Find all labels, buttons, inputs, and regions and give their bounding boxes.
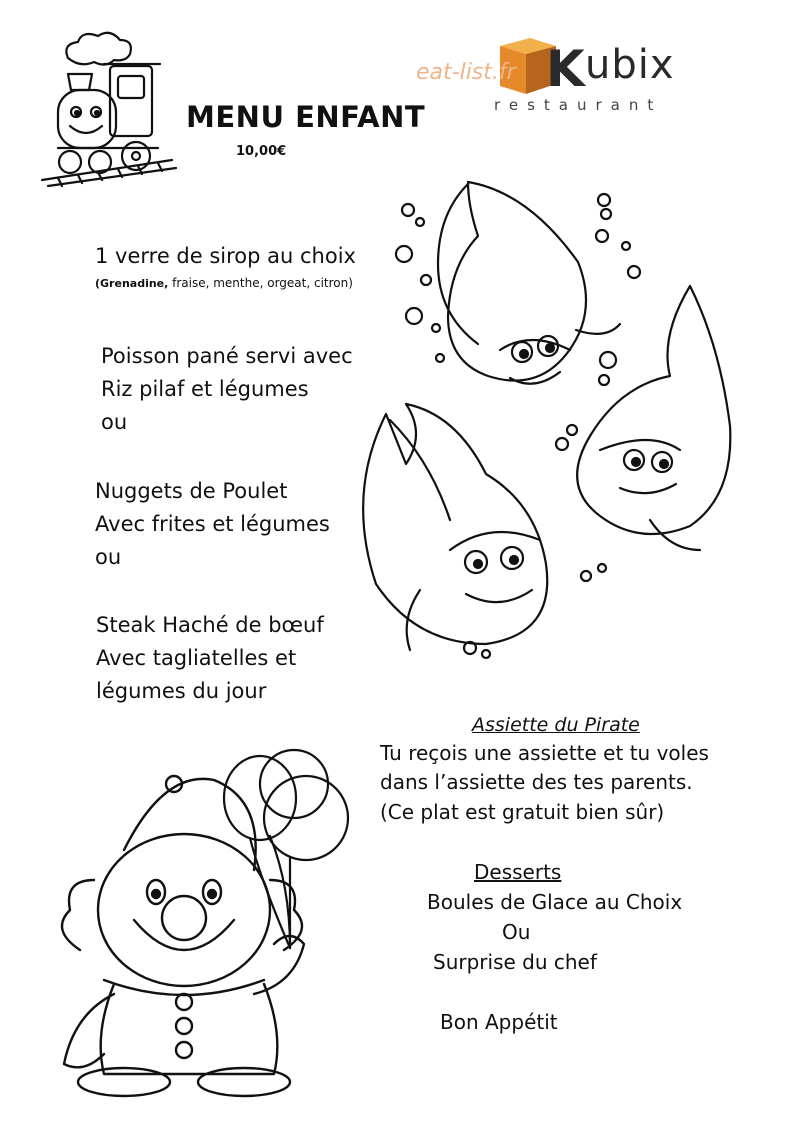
train-icon bbox=[38, 28, 178, 188]
dessert-or: Ou bbox=[502, 920, 531, 944]
drink-options-first: (Grenadine, bbox=[95, 277, 169, 290]
menu-title: MENU ENFANT bbox=[186, 100, 426, 134]
dish1-line2: Riz pilaf et légumes bbox=[101, 377, 309, 401]
pirate-line1: Tu reçois une assiette et tu voles bbox=[380, 741, 709, 765]
logo-initial: K bbox=[546, 40, 585, 98]
dish2-or: ou bbox=[95, 545, 122, 569]
drink-options bbox=[95, 276, 353, 290]
dessert-item1: Boules de Glace au Choix bbox=[427, 890, 683, 914]
desserts-heading: Desserts bbox=[474, 860, 562, 884]
dish3-line3: légumes du jour bbox=[96, 679, 267, 703]
logo-tagline: restaurant bbox=[494, 96, 663, 114]
dish2-line1: Nuggets de Poulet bbox=[95, 479, 288, 503]
logo-brand-name: ubix bbox=[585, 42, 675, 88]
dish1-line1: Poisson pané servi avec bbox=[101, 344, 353, 368]
dish3-line2: Avec tagliatelles et bbox=[96, 646, 297, 670]
drink-options-rest: fraise, menthe, orgeat, citron) bbox=[168, 276, 353, 290]
dish1-or: ou bbox=[101, 410, 128, 434]
clown-icon bbox=[44, 770, 334, 1100]
dish2-line2: Avec frites et légumes bbox=[95, 512, 330, 536]
pirate-line2: dans l’assiette des tes parents. bbox=[380, 770, 693, 794]
dish3-line1: Steak Haché de bœuf bbox=[96, 613, 324, 637]
watermark: eat-list.fr bbox=[416, 60, 516, 85]
drink-line: 1 verre de sirop au choix bbox=[95, 244, 356, 268]
closing-text: Bon Appétit bbox=[440, 1010, 558, 1034]
menu-price: 10,00€ bbox=[236, 144, 287, 159]
pirate-heading: Assiette du Pirate bbox=[472, 714, 640, 736]
pirate-line3: (Ce plat est gratuit bien sûr) bbox=[380, 800, 665, 824]
fish-icon bbox=[350, 170, 760, 670]
dessert-item2: Surprise du chef bbox=[433, 950, 597, 974]
